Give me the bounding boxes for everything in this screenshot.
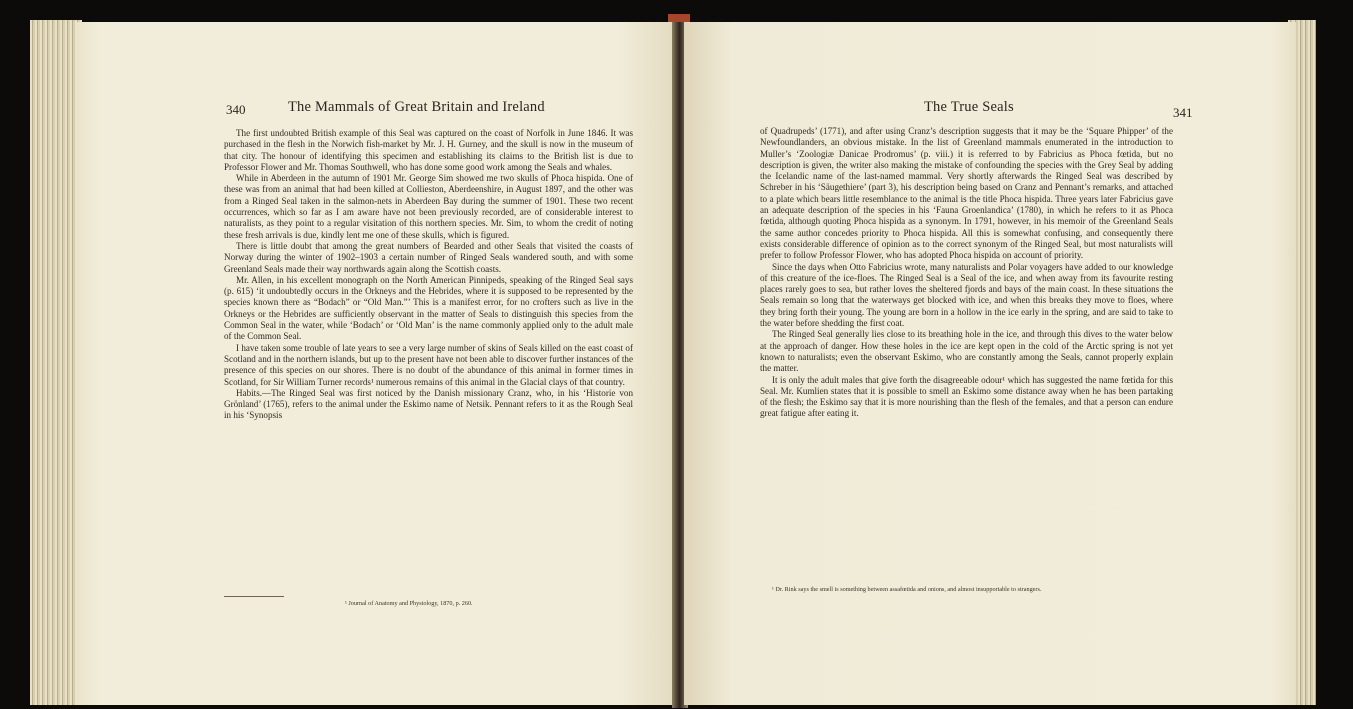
right-running-head: The True Seals xyxy=(924,99,1014,115)
right-paragraph: of Quadrupeds’ (1771), and after using Cranz’s description suggests that it may be the ‘Square Phipper’ of the Newfoundlanders, an obvious mistake. In the list of Greenland mammals enumerated in the introduction to Muller’s ‘Zoologiæ Danicae Prodromus’ (p. viii.) it is referred to by Fabricius as Phoca fœtida, but no description is given, the writer also making the mistake of confounding the species with the Grey Seal by adding the Icelandic name of the last-named mammal. Very shortly afterwards the Ringed Seal was described by Schreber in his ‘Säugethiere’ (part 3), his description being based on Cranz and Pennant’s remarks, and attached to a plate which bears little resemblance to the animal is the title Phoca hispida. Three years later Fabricius gave an adequate description of the species in his ‘Fauna Groenlandica’ (1780), in which he refers to it as Phoca fœtida, although quoting Phoca hispida as a synonym. In 1791, however, in his memoir of the Greenland Seals the same author concedes priority to Phoca hispida. All this is somewhat confusing, and consequently there exists considerable difference of opinion as to the correct synonym of the Ringed Seal, but most naturalists will prefer to follow Professor Flower, who has adopted Phoca hispida on account of priority. xyxy=(760,126,1173,261)
left-paragraph: I have taken some trouble of late years to see a very large number of skins of Seals killed on the east coast of Scotland and in the northern islands, but up to the present have not been able to discover further instances of the presence of this species on our shores. There is no doubt of the abundance of this animal in former times in Scotland, for Sir William Turner records¹ numerous remains of this animal in the Glacial clays of that country. xyxy=(224,342,633,387)
left-paragraph: The first undoubted British example of this Seal was captured on the coast of Norfolk in June 1846. It was purchased in the flesh in the Norwich fish-market by Mr. J. H. Gurney, and the skull is now in the museum of that city. The honour of identifying this specimen and establishing its claims to the British list is due to Professor Flower and Mr. Thomas Southwell, who has done some good work among the Seals and whales. xyxy=(224,128,633,172)
right-footnote: ¹ Dr. Rink says the smell is something between assafœtida and onions, and almost insupportable to strangers. xyxy=(772,586,1042,593)
right-paragraph: It is only the adult males that give forth the disagreeable odour¹ which has suggested the name fœtida for this Seal. Mr. Kumlien states that it is possible to smell an Eskimo some distance away when he has been partaking of the flesh; the Eskimo say that it is more nourishing than the flesh of the females, and that a person can endure great fatigue after eating it. xyxy=(760,374,1173,419)
right-paragraph: Since the days when Otto Fabricius wrote, many naturalists and Polar voyagers have added to our knowledge of this creature of the ice-floes. The Ringed Seal is a Seal of the ice, and when away from its favourite resting places rarely goes to sea, but rather loves the sheltered fjords and bays of the main coast. In these situations the Seals remain so long that the waterways get blocked with ice, and when this breaks they move to floes, where they bring forth their young. The young are born in a hollow in the ice early in the spring, and are said to take to the water before shedding the first coat. xyxy=(760,261,1173,329)
left-running-head: The Mammals of Great Britain and Ireland xyxy=(288,99,545,115)
left-body-text xyxy=(224,128,633,422)
left-paragraph: While in Aberdeen in the autumn of 1901 Mr. George Sim showed me two skulls of Phoca hispida. One of these was from an animal that had been killed at Collieston, Aberdeenshire, in August 1897, and the other was from a Ringed Seal taken in the salmon-nets in Aberdeen Bay during the summer of 1901. These two recent occurrences, which so far as I am aware have not been previously recorded, are of considerable interest to naturalists, as they point to a regular visitation of this northern species. Mr. Sim, to whom the credit of noting these fresh arrivals is due, kindly lent me one of these skulls, which is figured. xyxy=(224,173,633,240)
left-page-number: 340 xyxy=(226,102,246,117)
left-footnote-rule xyxy=(224,596,284,597)
ribbon-marker xyxy=(668,14,690,22)
right-paragraph: The Ringed Seal generally lies close to its breathing hole in the ice, and through this dives to the water below at the approach of danger. How these holes in the ice are kept open in the cold of the Arctic spring is not yet known to naturalists; even the observant Eskimo, who are constantly among the Seals, cannot properly explain the matter. xyxy=(760,329,1173,374)
left-paragraph: Habits.—The Ringed Seal was first noticed by the Danish missionary Cranz, who, in his ‘Historie von Grönland’ (1765), refers to the animal under the Eskimo name of Netsik. Pennant refers to it as the Rough Seal in his ‘Synopsis xyxy=(224,387,633,421)
right-page-number: 341 xyxy=(1173,105,1193,120)
left-paragraph: Mr. Allen, in his excellent monograph on the North American Pinnipeds, speaking of the Ringed Seal says (p. 615) ‘it undoubtedly occurs in the Orkneys and the Hebrides, where it is supposed to be represented by the species known there as “Bodach” or “Old Man.”’ This is a manifest error, for no crofters such as live in the Orkneys or the Hebrides are sufficiently observant in the matter of Seals to distinguish this species from the Common Seal in the water, while ‘Bodach’ or ‘Old Man’ is the name commonly applied only to the adult male of the Common Seal. xyxy=(224,274,633,342)
left-paragraph: There is little doubt that among the great numbers of Bearded and other Seals that visited the coasts of Norway during the winter of 1902–1903 a certain number of Ringed Seals wandered south, and with some Greenland Seals made their way northwards again along the Scottish coasts. xyxy=(224,240,633,274)
left-footnote: ¹ Journal of Anatomy and Physiology, 1870, p. 260. xyxy=(345,600,473,607)
right-body-text xyxy=(760,126,1173,420)
